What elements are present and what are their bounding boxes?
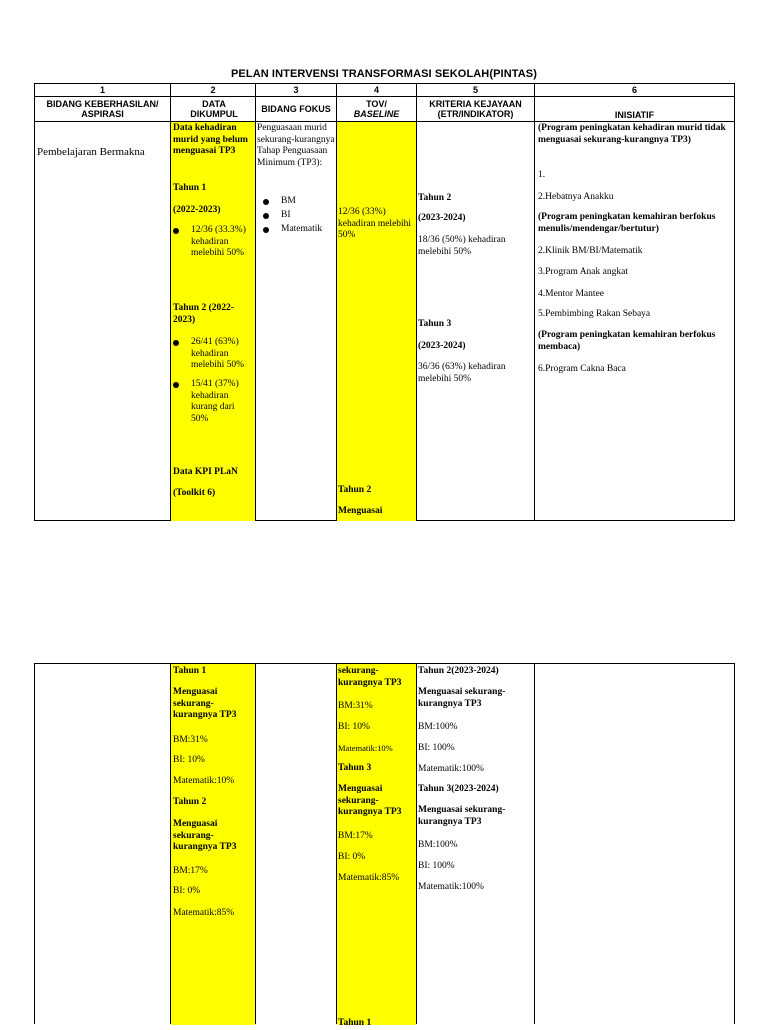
inisiatif-item-4: 3.Program Anak angkat <box>538 267 628 277</box>
data-year1-range: (2022-2023) <box>173 205 221 215</box>
t2-data-tahun1-mt: Matematik:10% <box>173 776 235 786</box>
highlight-tov-baseline <box>337 122 416 521</box>
kriteria-y2-range: (2023-2024) <box>418 213 466 223</box>
tov-bottom-title: Tahun 2 <box>338 485 372 495</box>
t2-tov-tahun3-sub: Menguasai sekurang-kurangnya TP3 <box>338 784 402 817</box>
t2-tov-tahun3-bi: BI: 0% <box>338 852 366 862</box>
fokus-bullet-bm: BM <box>281 196 335 208</box>
fokus-bullet-matematik: Matematik <box>281 224 335 236</box>
kriteria-y2-title: Tahun 2 <box>418 193 452 203</box>
data-year2-title: Tahun 2 (2022-2023) <box>173 303 234 325</box>
t2-data-tahun2-bi: BI: 0% <box>173 886 201 896</box>
t2-tov-bottom: Tahun 1 <box>338 1018 372 1028</box>
header-baseline: BASELINE <box>353 109 400 119</box>
t2-data-tahun1-sub: Menguasai sekurang-kurangnya TP3 <box>173 687 237 720</box>
t2-kriteria-tahun3-bi: BI: 100% <box>418 861 455 871</box>
data-year1-bullet: 12/36 (33.3%) kehadiran melebihi 50% <box>191 225 253 260</box>
t2-tov-mt: Matematik:10% <box>338 743 393 753</box>
inisiatif-item-6: 5.Pembimbing Rakan Sebaya <box>538 309 651 319</box>
t2-kriteria-tahun2-sub: Menguasai sekurang-kurangnya TP3 <box>418 687 506 709</box>
t2-data-tahun1-bm: BM:31% <box>173 735 208 745</box>
t2-data-tahun1: Tahun 1 <box>173 666 207 676</box>
header-tov: TOV/ <box>366 99 387 109</box>
page-title: PELAN INTERVENSI TRANSFORMASI SEKOLAH(PINTAS) <box>231 68 537 80</box>
pintas-table-page-2 <box>34 663 735 1028</box>
column-number-3: 3 <box>293 85 299 95</box>
t2-data-tahun2-bm: BM:17% <box>173 866 208 876</box>
t2-tov-bi: BI: 10% <box>338 722 370 732</box>
t2-data-tahun2: Tahun 2 <box>173 797 207 807</box>
kriteria-y3-title: Tahun 3 <box>418 319 452 329</box>
data-year2-bullet-1: 26/41 (63%) kehadiran melebihi 50% <box>191 337 253 372</box>
column-number-5: 5 <box>472 85 478 95</box>
column-number-2: 2 <box>210 85 216 95</box>
inisiatif-program-1: (Program peningkatan kehadiran murid tidak menguasai sekurang-kurangnya TP3) <box>538 123 726 145</box>
t2-tov-top: sekurang-kurangnya TP3 <box>338 666 402 688</box>
t2-kriteria-tahun3-sub: Menguasai sekurang-kurangnya TP3 <box>418 805 506 827</box>
data-year1-title: Tahun 1 <box>173 183 207 193</box>
t2-tov-tahun3: Tahun 3 <box>338 763 372 773</box>
column-number-1: 1 <box>99 85 105 95</box>
kriteria-y3-range: (2023-2024) <box>418 341 466 351</box>
tov-bottom-sub: Menguasai <box>338 506 383 516</box>
kriteria-y2-text: 18/36 (50%) kehadiran melebihi 50% <box>418 235 506 257</box>
t2-data-tahun1-bi: BI: 10% <box>173 755 205 765</box>
header-tov-baseline <box>337 97 416 121</box>
inisiatif-program-3: (Program peningkatan kemahiran berfokus membaca) <box>538 330 716 352</box>
t2-kriteria-tahun3-bm: BM:100% <box>418 840 458 850</box>
inisiatif-item-7: 6.Program Cakna Baca <box>538 364 626 374</box>
inisiatif-program-2: (Program peningkatan kemahiran berfokus menulis/mendengar/bertutur) <box>538 212 716 234</box>
t2-kriteria-tahun3: Tahun 3(2023-2024) <box>418 784 499 794</box>
highlight-tov-baseline-2 <box>337 664 416 1025</box>
inisiatif-item-1: 1. <box>538 170 546 180</box>
aspirasi-text: Pembelajaran Bermakna <box>37 146 145 158</box>
data-heading: Data kehadiran murid yang belum menguasai TP3 <box>173 123 248 156</box>
tov-text: 12/36 (33%) kehadiran melebihi 50% <box>338 207 412 240</box>
t2-kriteria-tahun2-bm: BM:100% <box>418 722 458 732</box>
kriteria-y3-text: 36/36 (63%) kehadiran melebihi 50% <box>418 362 506 384</box>
fokus-text: Penguasaan murid sekurang-kurangnya Tahap Penguasaan Minimum (TP3): <box>257 123 335 168</box>
t2-tov-tahun3-mt: Matematik:85% <box>338 873 400 883</box>
fokus-bullet-bi: BI <box>281 210 335 222</box>
pintas-table-page-1 <box>34 83 735 521</box>
data-year2-bullet-2: 15/41 (37%) kehadiran kurang dari 50% <box>191 379 253 425</box>
inisiatif-item-3: 2.Klinik BM/BI/Matematik <box>538 246 643 256</box>
t2-tov-bm: BM:31% <box>338 701 373 711</box>
t2-tov-tahun3-bm: BM:17% <box>338 831 373 841</box>
inisiatif-item-2: 2.Hebatnya Anakku <box>538 192 614 202</box>
t2-kriteria-tahun2: Tahun 2(2023-2024) <box>418 666 499 676</box>
t2-data-tahun2-sub: Menguasai sekurang-kurangnya TP3 <box>173 819 237 852</box>
header-inisiatif: INISIATIF <box>614 110 655 120</box>
t2-kriteria-tahun2-mt: Matematik:100% <box>418 764 484 774</box>
column-number-6: 6 <box>631 85 637 95</box>
t2-data-tahun2-mt: Matematik:85% <box>173 908 235 918</box>
inisiatif-item-5: 4.Mentor Mantee <box>538 289 604 299</box>
header-kriteria-kejayaan: KRITERIA KEJAYAAN (ETR/INDIKATOR) <box>429 99 522 119</box>
data-kpi-sub: (Toolkit 6) <box>173 488 216 498</box>
header-bidang-fokus: BIDANG FOKUS <box>261 104 331 114</box>
data-kpi-title: Data KPI PLaN <box>173 467 238 477</box>
header-data-dikumpul: DATA DIKUMPUL <box>190 99 238 119</box>
t2-kriteria-tahun2-bi: BI: 100% <box>418 743 455 753</box>
t2-kriteria-tahun3-mt: Matematik:100% <box>418 882 484 892</box>
column-number-4: 4 <box>373 85 379 95</box>
header-bidang-keberhasilan: BIDANG KEBERHASILAN/ ASPIRASI <box>46 99 159 119</box>
